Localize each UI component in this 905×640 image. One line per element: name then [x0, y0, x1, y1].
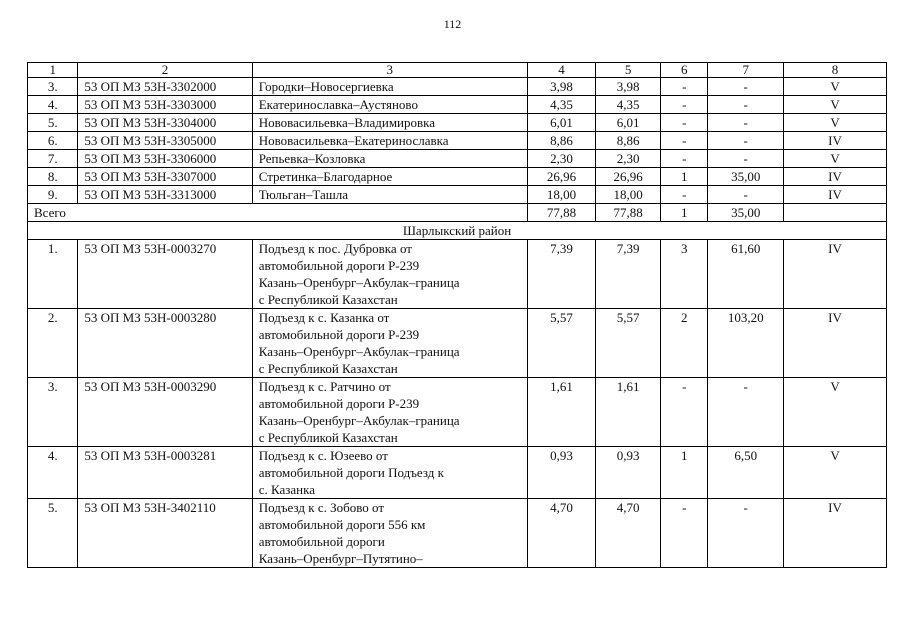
length-total: 3,98 — [527, 78, 595, 96]
bridges-length: - — [708, 150, 784, 168]
bridges-count: - — [661, 96, 708, 114]
table-row — [28, 150, 887, 168]
length-value: 8,86 — [596, 132, 661, 150]
row-number: 4. — [28, 447, 78, 499]
page-number: 112 — [443, 17, 462, 31]
road-name — [252, 240, 527, 309]
road-category: V — [784, 150, 887, 168]
bridges-length: - — [708, 132, 784, 150]
column-header: 3 — [252, 63, 527, 78]
bridges-count: - — [661, 186, 708, 204]
row-number: 4. — [28, 96, 78, 114]
row-number: 3. — [28, 78, 78, 96]
length-total: 2,30 — [527, 150, 595, 168]
total-length: 77,88 — [527, 204, 595, 222]
length-total: 4,35 — [527, 96, 595, 114]
length-value: 7,39 — [596, 240, 661, 309]
road-code: 53 ОП МЗ 53Н-0003270 — [78, 240, 252, 309]
table-row — [28, 309, 887, 378]
road-code: 53 ОП МЗ 53Н-3313000 — [78, 186, 252, 204]
road-name-line: Подъезд к с. Юзеево от — [258, 448, 388, 463]
row-number: 5. — [28, 499, 78, 568]
table-header-row — [28, 63, 887, 78]
bridges-length: 35,00 — [708, 168, 784, 186]
table-row — [28, 186, 887, 204]
length-total: 7,39 — [527, 240, 595, 309]
road-name — [252, 447, 527, 499]
road-code: 53 ОП МЗ 53Н-3306000 — [78, 150, 252, 168]
road-name-line: Казань–Оренбург–Акбулак–граница — [258, 413, 460, 428]
road-category: V — [784, 447, 887, 499]
road-name-line: Нововасильевка–Екатеринославка — [258, 133, 449, 148]
road-category: IV — [784, 309, 887, 378]
road-code: 53 ОП МЗ 53Н-3303000 — [78, 96, 252, 114]
table-row — [28, 96, 887, 114]
road-code: 53 ОП МЗ 53Н-3402110 — [78, 499, 252, 568]
table-row — [28, 168, 887, 186]
bridges-count: - — [661, 378, 708, 447]
column-header: 5 — [596, 63, 661, 78]
bridges-count: 1 — [661, 447, 708, 499]
road-name-line: Городки–Новосергиевка — [258, 79, 394, 94]
length-total: 4,70 — [527, 499, 595, 568]
bridges-count: - — [661, 150, 708, 168]
row-number: 6. — [28, 132, 78, 150]
total-row — [28, 204, 887, 222]
road-category: IV — [784, 132, 887, 150]
road-category: V — [784, 96, 887, 114]
road-name-line: Екатеринославка–Аустяново — [258, 97, 418, 112]
table-row — [28, 132, 887, 150]
road-name-line: Тюльган–Ташла — [258, 187, 349, 202]
bridges-count: - — [661, 78, 708, 96]
roads-table — [27, 62, 887, 568]
row-number: 8. — [28, 168, 78, 186]
road-name-line: с Республикой Казахстан — [258, 292, 398, 307]
length-value: 18,00 — [596, 186, 661, 204]
road-code: 53 ОП МЗ 53Н-0003280 — [78, 309, 252, 378]
length-value: 4,70 — [596, 499, 661, 568]
bridges-length: - — [708, 499, 784, 568]
table-row — [28, 78, 887, 96]
bridges-length: - — [708, 78, 784, 96]
table-row — [28, 240, 887, 309]
length-value: 5,57 — [596, 309, 661, 378]
column-header: 2 — [78, 63, 252, 78]
bridges-count: - — [661, 499, 708, 568]
length-total: 5,57 — [527, 309, 595, 378]
road-category: IV — [784, 499, 887, 568]
length-value: 2,30 — [596, 150, 661, 168]
road-name-line: с. Казанка — [258, 482, 315, 497]
road-name-line: с Республикой Казахстан — [258, 430, 398, 445]
bridges-count: - — [661, 114, 708, 132]
road-name-line: автомобильной дороги Подъезд к — [258, 465, 444, 480]
length-total: 8,86 — [527, 132, 595, 150]
road-name — [252, 309, 527, 378]
length-value: 26,96 — [596, 168, 661, 186]
row-number: 2. — [28, 309, 78, 378]
road-name-line: Подъезд к с. Казанка от — [258, 310, 390, 325]
road-name-line: автомобильной дороги — [258, 534, 385, 549]
road-name-line: автомобильной дороги Р-239 — [258, 258, 420, 273]
road-code: 53 ОП МЗ 53Н-3305000 — [78, 132, 252, 150]
road-name-line: Репьевка–Козловка — [258, 151, 366, 166]
length-total: 18,00 — [527, 186, 595, 204]
table-row — [28, 378, 887, 447]
bridges-length: - — [708, 114, 784, 132]
road-name-line: автомобильной дороги Р-239 — [258, 396, 420, 411]
bridges-length: - — [708, 186, 784, 204]
length-value: 3,98 — [596, 78, 661, 96]
row-number: 5. — [28, 114, 78, 132]
length-value: 0,93 — [596, 447, 661, 499]
row-number: 9. — [28, 186, 78, 204]
road-name — [252, 186, 527, 204]
bridges-count: 1 — [661, 168, 708, 186]
length-total: 26,96 — [527, 168, 595, 186]
bridges-length: 103,20 — [708, 309, 784, 378]
road-code: 53 ОП МЗ 53Н-3304000 — [78, 114, 252, 132]
column-header: 8 — [784, 63, 887, 78]
row-number: 7. — [28, 150, 78, 168]
road-category: IV — [784, 168, 887, 186]
bridges-length: 6,50 — [708, 447, 784, 499]
road-name-line: автомобильной дороги 556 км — [258, 517, 426, 532]
road-name-line: Подъезд к пос. Дубровка от — [258, 241, 412, 256]
road-name-line: с Республикой Казахстан — [258, 361, 398, 376]
road-name-line: Стретинка–Благодарное — [258, 169, 393, 184]
table-row — [28, 114, 887, 132]
bridges-count: 2 — [661, 309, 708, 378]
road-category: IV — [784, 186, 887, 204]
road-category: IV — [784, 240, 887, 309]
road-code: 53 ОП МЗ 53Н-0003290 — [78, 378, 252, 447]
road-name-line: Нововасильевка–Владимировка — [258, 115, 436, 130]
column-header: 6 — [661, 63, 708, 78]
section-title: Шарлыкский район — [28, 222, 887, 240]
column-header: 4 — [527, 63, 595, 78]
total-label: Всего — [28, 204, 528, 222]
table-row — [28, 447, 887, 499]
bridges-length: - — [708, 378, 784, 447]
road-name — [252, 132, 527, 150]
road-name-line: Казань–Оренбург–Акбулак–граница — [258, 275, 460, 290]
road-name-line: автомобильной дороги Р-239 — [258, 327, 420, 342]
road-code: 53 ОП МЗ 53Н-0003281 — [78, 447, 252, 499]
column-header: 7 — [708, 63, 784, 78]
road-code: 53 ОП МЗ 53Н-3302000 — [78, 78, 252, 96]
bridges-length: - — [708, 96, 784, 114]
road-name-line: Казань–Оренбург–Путятино– — [258, 551, 423, 566]
road-name-line: Казань–Оренбург–Акбулак–граница — [258, 344, 460, 359]
section-row — [28, 222, 887, 240]
road-name-line: Подъезд к с. Ратчино от — [258, 379, 391, 394]
total-bridges-count: 1 — [661, 204, 708, 222]
length-total: 1,61 — [527, 378, 595, 447]
length-total: 6,01 — [527, 114, 595, 132]
table-row — [28, 499, 887, 568]
road-name — [252, 168, 527, 186]
road-name — [252, 499, 527, 568]
bridges-count: - — [661, 132, 708, 150]
road-category: V — [784, 78, 887, 96]
total-category — [784, 204, 887, 222]
total-bridges-length: 35,00 — [708, 204, 784, 222]
road-name — [252, 150, 527, 168]
road-category: V — [784, 378, 887, 447]
row-number: 3. — [28, 378, 78, 447]
length-total: 0,93 — [527, 447, 595, 499]
length-value: 6,01 — [596, 114, 661, 132]
road-name — [252, 114, 527, 132]
road-name — [252, 378, 527, 447]
row-number: 1. — [28, 240, 78, 309]
road-name — [252, 78, 527, 96]
length-value: 4,35 — [596, 96, 661, 114]
road-code: 53 ОП МЗ 53Н-3307000 — [78, 168, 252, 186]
road-name-line: Подъезд к с. Зобово от — [258, 500, 385, 515]
column-header: 1 — [28, 63, 78, 78]
total-length-value: 77,88 — [596, 204, 661, 222]
road-category: V — [784, 114, 887, 132]
road-name — [252, 96, 527, 114]
bridges-length: 61,60 — [708, 240, 784, 309]
bridges-count: 3 — [661, 240, 708, 309]
length-value: 1,61 — [596, 378, 661, 447]
